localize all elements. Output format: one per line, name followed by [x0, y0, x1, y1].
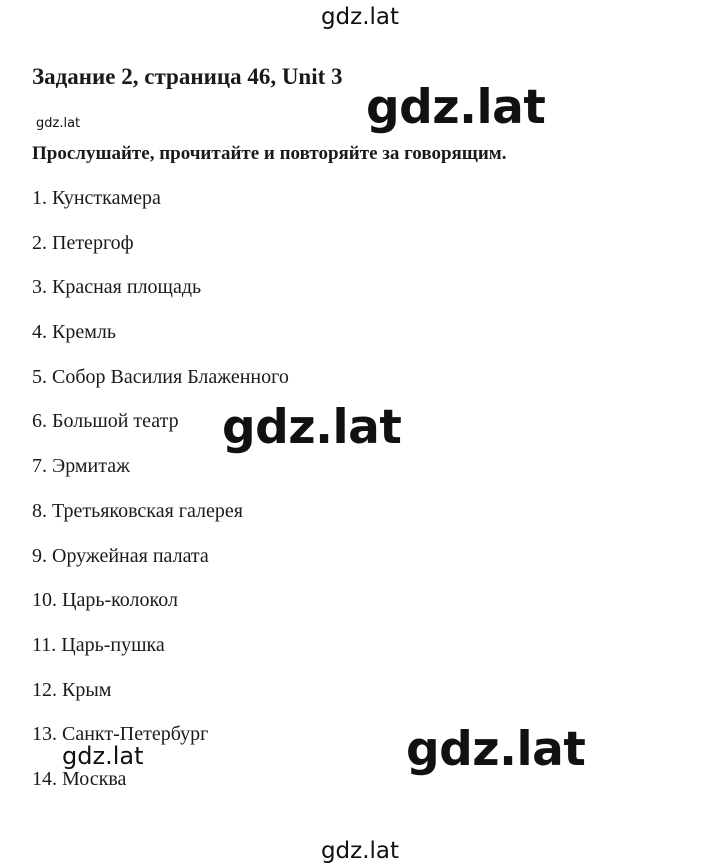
- watermark-bottom: gdz.lat: [320, 838, 400, 864]
- instruction-text: Прослушайте, прочитайте и повторяйте за говорящим.: [32, 143, 507, 164]
- list-item: 8. Третьяковская галерея: [32, 499, 243, 522]
- list-item: 1. Кунсткамера: [32, 187, 161, 209]
- list-item: 10. Царь-колокол: [32, 589, 178, 612]
- list-item: 3. Красная площадь: [32, 276, 202, 299]
- page-title: Задание 2, страница 46, Unit 3: [32, 64, 343, 89]
- watermark-medium: gdz.lat: [62, 742, 144, 770]
- list-item: 14. Москва: [32, 767, 127, 790]
- list-item: 2. Петергоф: [32, 231, 134, 254]
- watermark-small: gdz.lat: [36, 116, 81, 131]
- list-item: 13. Санкт-Петербург: [32, 723, 209, 746]
- watermark-top: gdz.lat: [320, 4, 400, 30]
- watermark-large: gdz.lat: [366, 80, 546, 135]
- list-item: 7. Эрмитаж: [32, 455, 130, 478]
- list-item: 11. Царь-пушка: [32, 633, 165, 656]
- watermark-large: gdz.lat: [406, 722, 586, 777]
- item-list: [32, 185, 289, 811]
- list-item: 12. Крым: [32, 678, 112, 701]
- list-item: 6. Большой театр: [32, 410, 179, 433]
- list-item: 9. Оружейная палата: [32, 544, 209, 567]
- watermark-large: gdz.lat: [222, 400, 402, 455]
- list-item: 5. Собор Василия Блаженного: [32, 365, 289, 388]
- list-item: 4. Кремль: [32, 321, 116, 344]
